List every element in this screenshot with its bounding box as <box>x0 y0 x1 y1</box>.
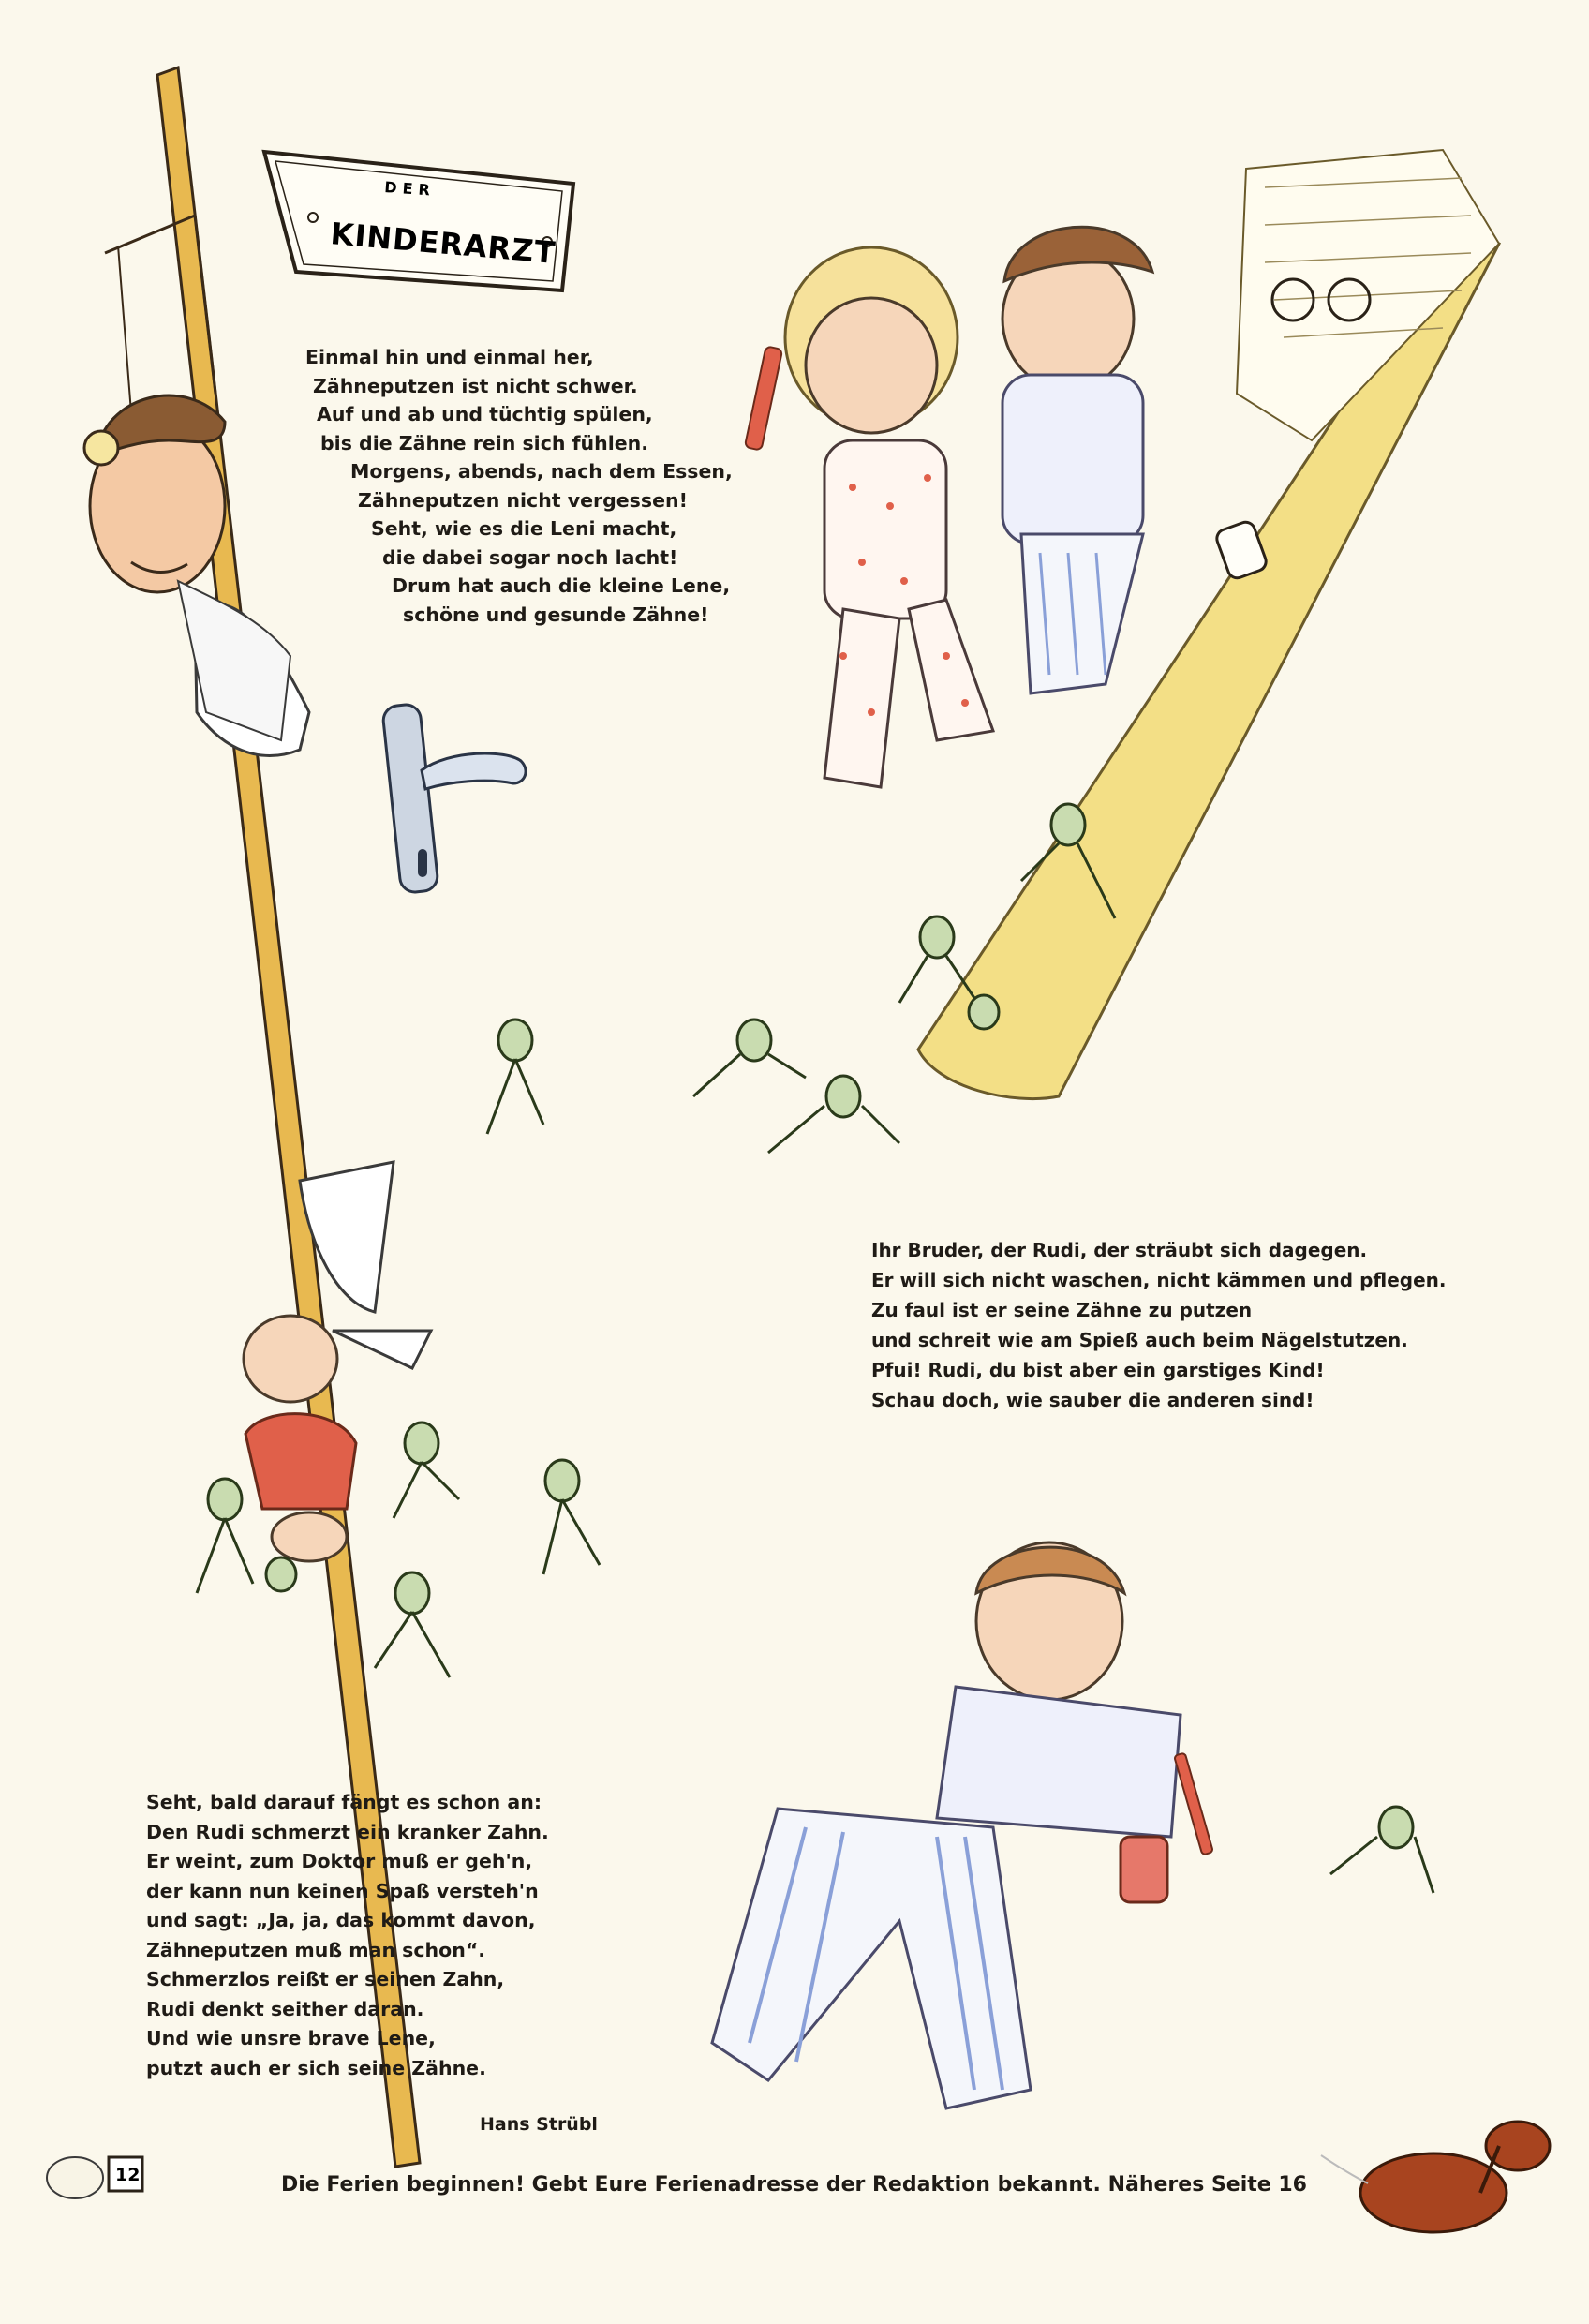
verse-line: Drum hat auch die kleine Lene, <box>392 574 731 597</box>
giant-toothbrush-illustration <box>918 150 1499 1099</box>
verse-line: der kann nun keinen Spaß versteh'n <box>146 1879 539 1902</box>
verse-line: Zähneputzen ist nicht schwer. <box>313 374 638 397</box>
verse-1-block <box>305 343 733 629</box>
girl-lene-illustration <box>745 247 993 787</box>
page-number-badge <box>47 2157 142 2198</box>
verse-line: Und wie unsre brave Lene, <box>146 2027 436 2049</box>
verse-line: Zu faul ist er seine Zähne zu putzen <box>871 1299 1253 1321</box>
verse-line: Schmerzlos reißt er seinen Zahn, <box>146 1968 505 1990</box>
author-name: Hans Strübl <box>480 2114 598 2135</box>
verse-line: Seht, bald darauf fängt es schon an: <box>146 1791 542 1813</box>
verse-line: Auf und ab und tüchtig spülen, <box>317 403 653 425</box>
sign-title: KINDERARZT <box>329 216 557 271</box>
footer-notice: Die Ferien beginnen! Gebt Eure Ferienadresse der Redaktion bekannt. Näheres Seite 16 <box>281 2173 1307 2197</box>
boy-rudi-top-illustration <box>1002 227 1152 693</box>
dog-illustration <box>1321 2122 1550 2232</box>
verse-line: die dabei sogar noch lacht! <box>382 545 678 569</box>
verse-line: Pfui! Rudi, du bist aber ein garstiges Kind! <box>871 1359 1325 1381</box>
verse-line: Ihr Bruder, der Rudi, der sträubt sich dagegen. <box>871 1239 1368 1261</box>
verse-line: Rudi denkt seither daran. <box>146 1997 424 2020</box>
verse-2-block <box>871 1235 1447 1415</box>
verse-3-block <box>146 1788 549 2083</box>
verse-line: und sagt: „Ja, ja, das kommt davon, <box>146 1909 536 1931</box>
verse-line: Morgens, abends, nach dem Essen, <box>350 460 733 483</box>
verse-line: Zähneputzen nicht vergessen! <box>358 488 688 512</box>
verse-line: Zähneputzen muß man schon“. <box>146 1938 486 1961</box>
verse-line: schöne und gesunde Zähne! <box>403 603 709 626</box>
verse-line: putzt auch er sich seine Zähne. <box>146 2056 486 2079</box>
door-sign <box>264 152 573 290</box>
verse-line: und schreit wie am Spieß auch beim Nägelstutzen. <box>871 1329 1408 1351</box>
page-number: 12 <box>115 2165 141 2185</box>
verse-line: Einmal hin und einmal her, <box>305 346 594 368</box>
verse-line: Schau doch, wie sauber die anderen sind! <box>871 1389 1314 1411</box>
verse-line: bis die Zähne rein sich fühlen. <box>320 431 649 454</box>
verse-line: Seht, wie es die Leni macht, <box>371 517 677 540</box>
sign-small-text: DER <box>383 178 437 200</box>
doctor-illustration <box>84 395 309 755</box>
verse-line: Den Rudi schmerzt ein kranker Zahn. <box>146 1820 549 1843</box>
boy-rudi-cup-illustration <box>712 1542 1213 2108</box>
verse-line: Er weint, zum Doktor muß er geh'n, <box>146 1850 533 1872</box>
verse-line: Er will sich nicht waschen, nicht kämmen und pflegen. <box>871 1269 1447 1291</box>
door-handle <box>382 703 526 893</box>
